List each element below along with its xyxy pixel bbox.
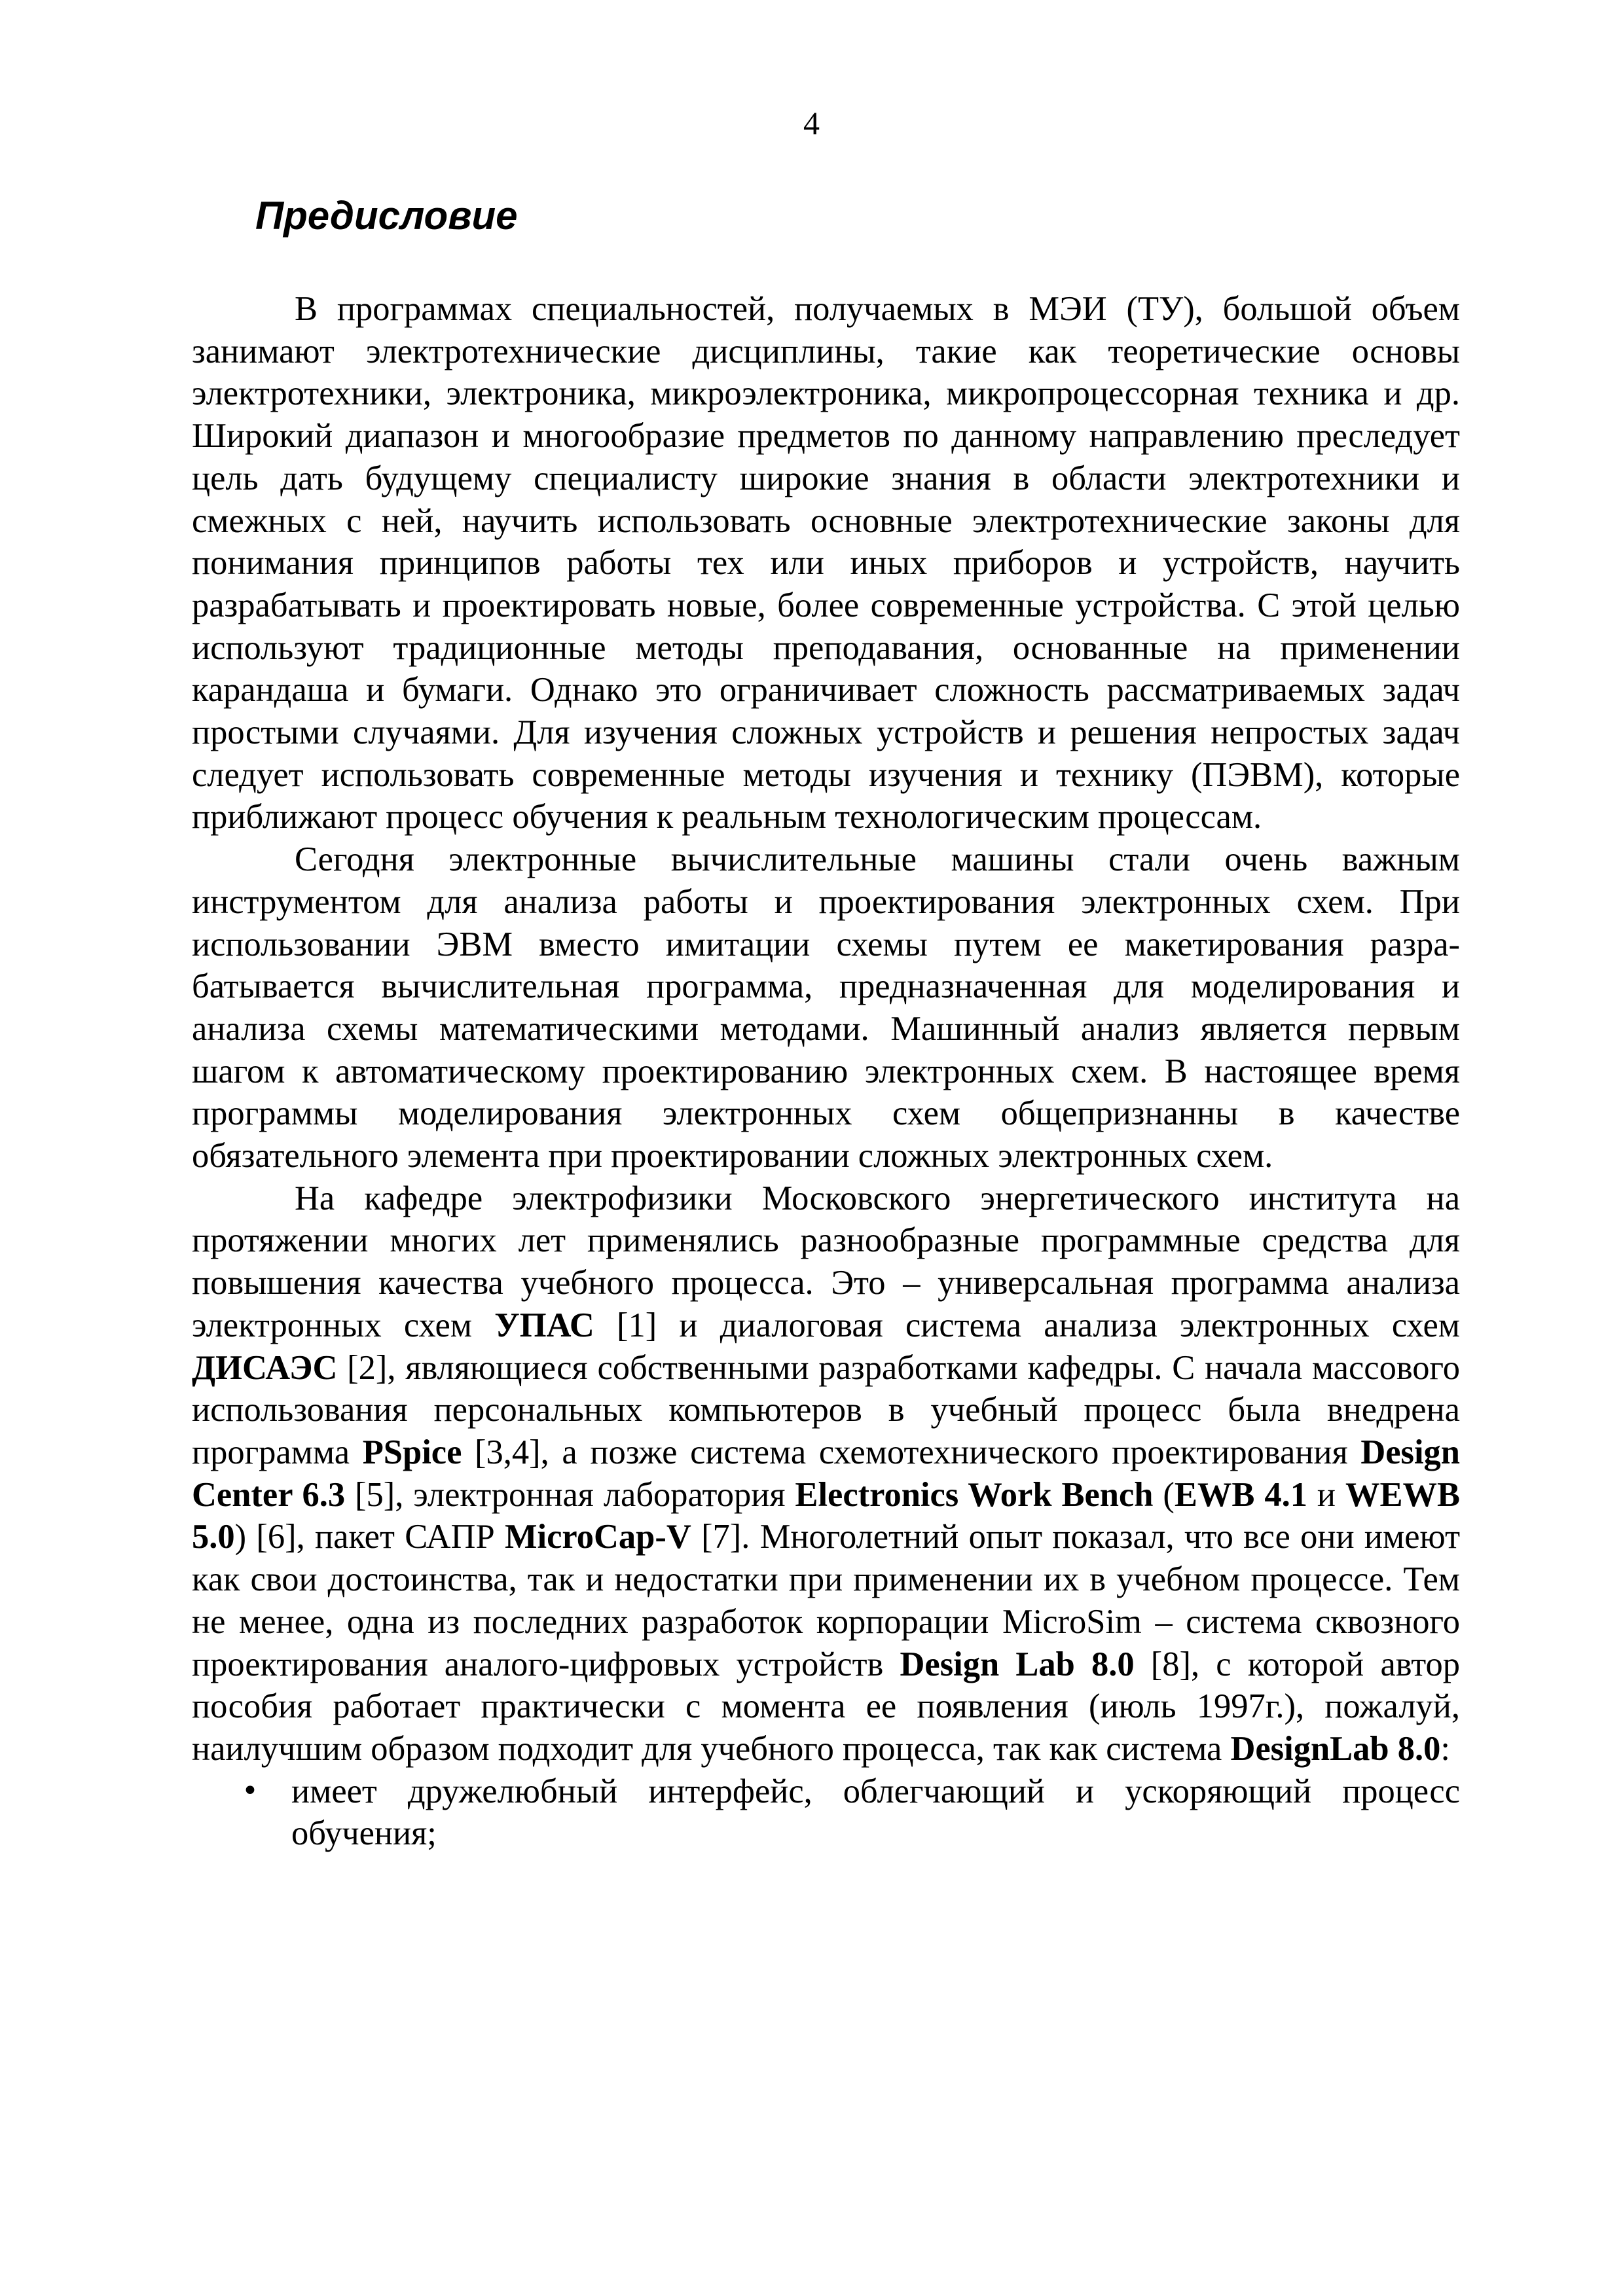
paragraph-computers (192, 838, 1460, 1177)
bold-term: ДИСАЭС (192, 1348, 338, 1387)
bold-term: WEWB 5.0 (192, 1475, 1460, 1556)
paragraph-department (192, 1177, 1460, 1770)
section-heading: Предисловие (255, 194, 518, 238)
text-run: : (1440, 1729, 1450, 1768)
list-item (192, 1770, 1460, 1855)
bold-term: PSpice (362, 1433, 462, 1471)
bold-term: Design Lab 8.0 (900, 1645, 1135, 1683)
list-item-text: имеет дружелюбный интерфейс, облегчающий и ускоряющий процесс обучения; (291, 1772, 1460, 1853)
page-number: 4 (803, 105, 820, 141)
bullet-icon: • (242, 1774, 259, 1808)
text-run: [7]. Многолетний опыт показал, что все они имеют как свои достоинства, так и недостатки при применении их в учебном процессе. Тем не менее, одна из последних разработок корпорации MicroSim – система сквозного проектирования аналого-цифровых устройств (192, 1518, 1461, 1683)
bold-term: УПАС (494, 1306, 594, 1344)
text-run: На кафедре электрофизики Московского энергетического института на протяжении многих лет применялись разнообразные программные средства для повышения качества учебного процесса. Это – универсальная программа анализа электронных схем (192, 1179, 1460, 1344)
text-run: [1] и диалоговая система анализа электронных схем (594, 1306, 1460, 1344)
text-run: и (1307, 1475, 1345, 1514)
body-text (192, 288, 1460, 1855)
bold-term: Design Center 6.3 (192, 1433, 1460, 1514)
paragraph-intro (192, 288, 1460, 838)
text-run: [3,4], а позже система схемотехнического проектирования (462, 1433, 1361, 1471)
feature-list (192, 1770, 1460, 1855)
text-run: [5], электронная лаборатория (345, 1475, 795, 1514)
text-run: [8], с которой автор пособия работает практически с момента ее появления (июль 1997г.), пожалуй, наилучшим образом подходит для учебного процесса, так как система (192, 1645, 1460, 1768)
text-run: В программах специальностей, получаемых в МЭИ (ТУ), большой объем занимают электротехнические дисциплины, такие как теоретические основы электротехники, электроника, микроэлектроника, микропроцессорная техника и др. Широкий диапазон и многообразие предметов по данному направлению преследует цель дать будущему специалисту широкие знания в области электротехники и смежных с ней, научить использовать основные электротехнические законы для понимания принципов работы тех или иных приборов и устройств, научить разрабатывать и проектировать новые, более современные устройства. С этой целью используют традиционные методы преподавания, основанные на применении карандаша и бумаги. Однако это ограничивает сложность рассматриваемых задач простыми случаями. Для изучения сложных устройств и решения непростых задач следует использовать современные методы изучения и технику (ПЭВМ), которые приближают процесс обучения к реальным технологическим процессам. (192, 290, 1460, 836)
text-run: ) [6], пакет САПР (234, 1518, 505, 1556)
bold-term: DesignLab 8.0 (1230, 1729, 1441, 1768)
text-run: [2], являющиеся собственными разработками кафедры. С начала массового использования персональных компьютеров в учебный процесс была внедрена программа (192, 1348, 1460, 1471)
text-run: Сегодня электронные вычислительные машины стали очень важным инструментом для анализа работы и проектирования электронных схем. При использовании ЭВМ вместо имитации схемы путем ее макетирования разрабатывается вычислительная программа, предназначенная для моделирования и анализа схемы математическими методами. Машинный анализ является первым шагом к автоматическому проектированию электронных схем. В настоящее время программы моделирования электронных схем общепризнанны в качестве обязательного элемента при проектировании сложных электронных схем. (192, 840, 1460, 1175)
text-run: ( (1153, 1475, 1175, 1514)
bold-term: EWB 4.1 (1174, 1475, 1307, 1514)
bold-term: MicroCap-V (504, 1518, 691, 1556)
bold-term: Electronics Work Bench (795, 1475, 1154, 1514)
